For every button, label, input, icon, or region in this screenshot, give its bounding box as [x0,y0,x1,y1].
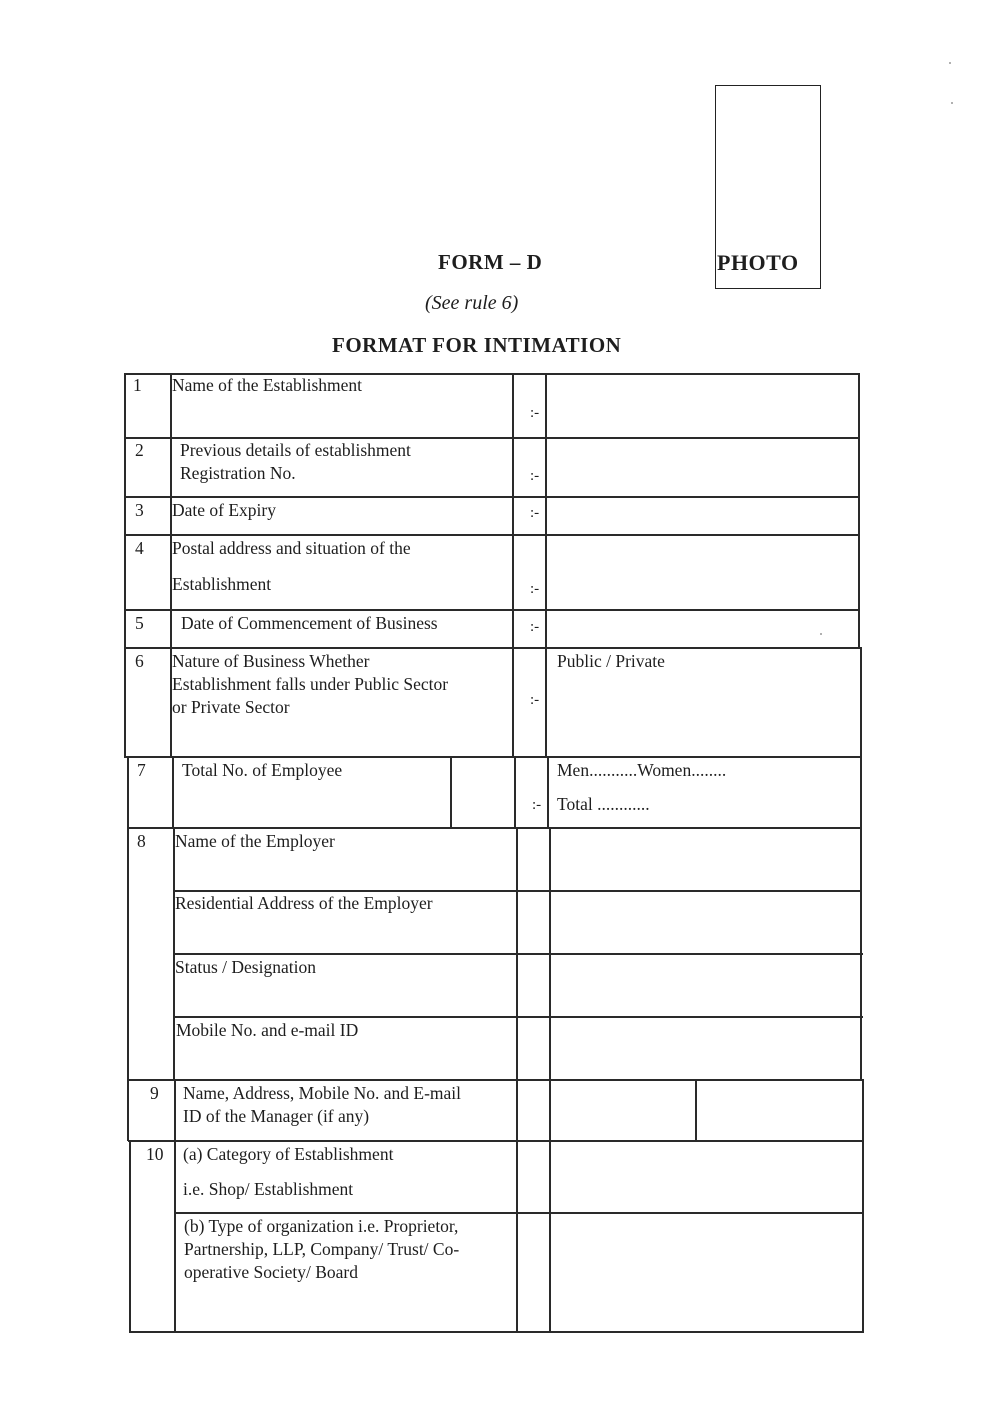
table-rule [172,756,174,828]
table-rule [173,827,175,1080]
employer-name-field[interactable] [551,829,859,889]
category-label: (a) Category of Establishment [183,1144,394,1164]
total-employee-label: Total No. of Employee [182,760,343,780]
row-number: 3 [135,500,144,520]
organization-type-label: (b) Type of organization i.e. Proprietor, [184,1216,459,1236]
scan-speck [949,62,951,64]
row-number: 9 [150,1083,159,1103]
employer-designation-field[interactable] [551,955,859,1015]
separator: :- [530,692,540,708]
table-rule [127,756,129,1141]
table-rule [547,756,549,828]
organization-type-label-line3: operative Society/ Board [184,1262,358,1282]
row-number: 2 [135,440,144,460]
date-of-expiry-label: Date of Expiry [172,500,276,520]
row-number: 1 [133,375,142,395]
separator: :- [530,505,540,521]
registration-no-field[interactable] [547,439,856,494]
manager-details-field[interactable] [551,1081,693,1139]
form-heading: FORMAT FOR INTIMATION [332,333,622,357]
nature-of-business-label-line3: or Private Sector [172,697,290,717]
employer-contact-field[interactable] [551,1018,859,1078]
category-label-line2: i.e. Shop/ Establishment [183,1179,354,1199]
row-number: 7 [137,760,146,780]
table-rule [516,827,518,1332]
manager-details-label: Name, Address, Mobile No. and E-mail [183,1083,462,1103]
form-subtitle: (See rule 6) [425,292,519,314]
employer-contact-label: Mobile No. and e-mail ID [176,1020,359,1040]
postal-address-label-line2: Establishment [172,574,272,594]
separator: :- [532,797,542,813]
employer-designation-label: Status / Designation [175,957,316,977]
employer-address-field[interactable] [551,892,859,952]
row-number: 5 [135,613,144,633]
table-rule [174,1079,176,1332]
table-rule [129,1140,131,1332]
nature-of-business-label: Nature of Business Whether [172,651,370,671]
men-women-count[interactable]: Men...........Women........ [557,760,727,780]
table-rule [124,373,126,757]
photo-label: PHOTO [717,250,799,275]
employee-count-box[interactable] [452,758,512,826]
establishment-name-label: Name of the Establishment [172,375,363,395]
manager-contact-field[interactable] [697,1081,860,1139]
scan-speck [820,633,822,635]
postal-address-label: Postal address and situation of the [172,538,411,558]
separator: :- [530,405,540,421]
table-rule [862,1079,864,1332]
table-rule [860,647,862,1080]
previous-details-label: Previous details of establishment [180,440,411,460]
postal-address-field[interactable] [547,536,856,607]
organization-type-field[interactable] [551,1214,860,1330]
employer-name-label: Name of the Employer [175,831,335,851]
nature-of-business-label-line2: Establishment falls under Public Sector [172,674,449,694]
table-rule [124,647,861,649]
row-number: 10 [146,1144,164,1164]
table-rule [129,1331,864,1333]
separator: :- [530,581,540,597]
commencement-date-label: Date of Commencement of Business [181,613,438,633]
table-rule [512,373,514,757]
row-number: 8 [137,831,146,851]
row-number: 4 [135,538,144,558]
separator: :- [530,468,540,484]
previous-details-label-line2: Registration No. [180,463,296,483]
table-rule [858,373,860,648]
public-private-option[interactable]: Public / Private [557,651,665,671]
total-count[interactable]: Total ............ [557,794,650,814]
row-number: 6 [135,651,144,671]
photo-box [715,85,821,289]
date-of-expiry-field[interactable] [547,498,856,532]
establishment-name-field[interactable] [547,375,856,435]
employer-address-label: Residential Address of the Employer [175,893,433,913]
table-rule [514,756,516,828]
form-title: FORM – D [438,250,543,274]
commencement-date-field[interactable] [547,611,856,645]
category-field[interactable] [551,1142,860,1211]
manager-details-label-line2: ID of the Manager (if any) [183,1106,370,1126]
scan-speck [951,102,953,104]
separator: :- [530,619,540,635]
organization-type-label-line2: Partnership, LLP, Company/ Trust/ Co- [184,1239,460,1259]
